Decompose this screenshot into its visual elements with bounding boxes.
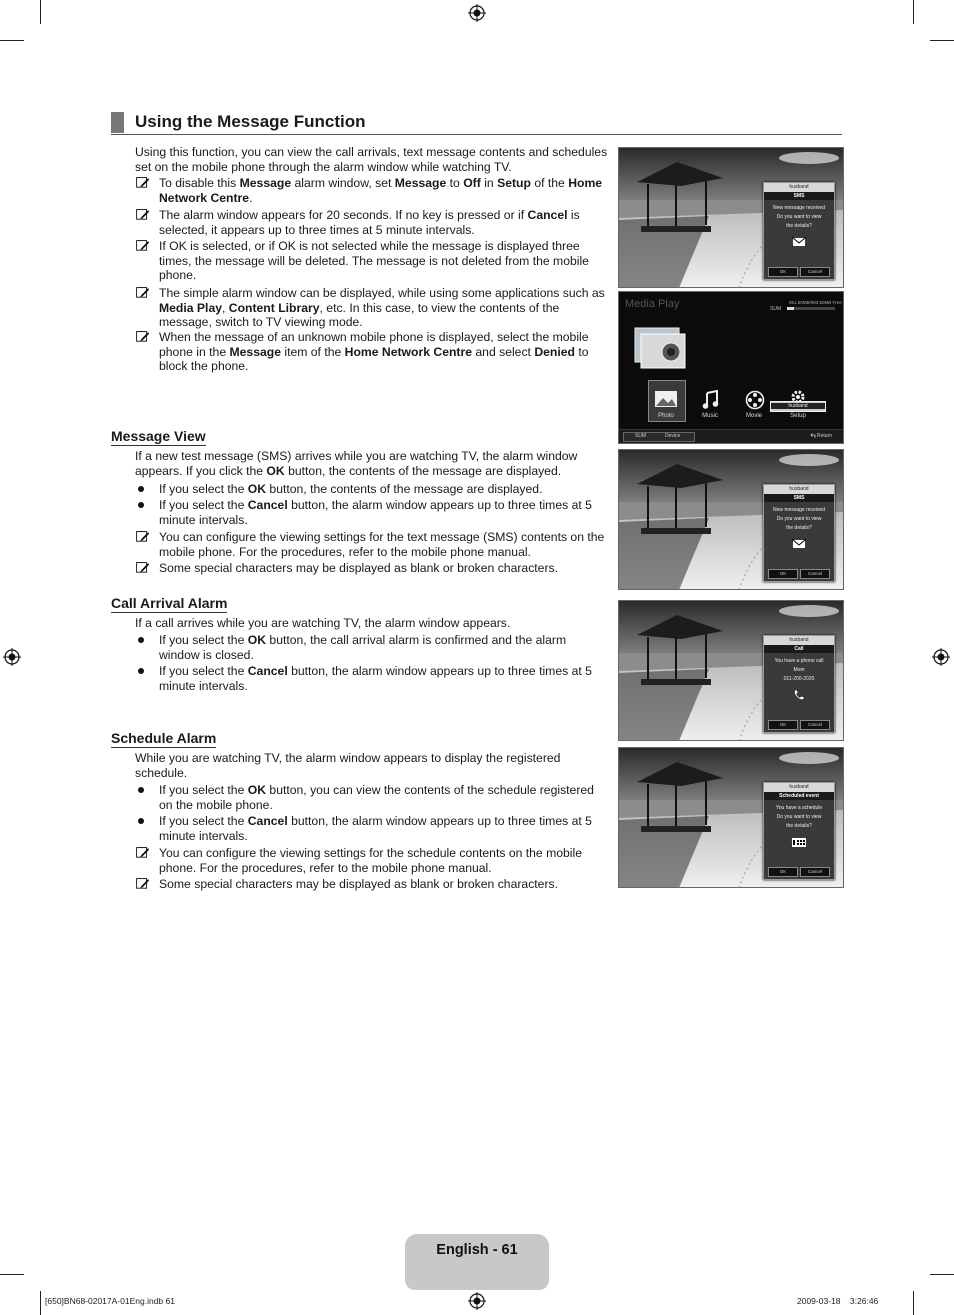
- return-icon: [810, 433, 816, 439]
- bullet-icon: [135, 498, 151, 512]
- photo-icon: [654, 390, 678, 408]
- call-alarm-intro: If a call arrives while you are watching TV, the alarm window appears.: [135, 616, 511, 630]
- ok-button[interactable]: OK: [768, 267, 798, 277]
- cancel-button[interactable]: Cancel: [800, 720, 830, 730]
- note-icon: [135, 877, 151, 891]
- alarm-type: Scheduled event: [764, 792, 834, 800]
- bullet-icon: [135, 664, 151, 678]
- footer-return[interactable]: Return: [817, 433, 833, 439]
- bullet-icon: [135, 783, 151, 797]
- registration-mark-icon: [468, 4, 486, 22]
- screenshot-schedule-alarm: [618, 747, 844, 888]
- bullet-icon: [135, 633, 151, 647]
- screenshot-call-alarm: [618, 600, 844, 741]
- alarm-line: Do you want to view: [776, 214, 822, 220]
- alarm-line: Mom: [793, 667, 805, 673]
- alarm-line: New message received: [773, 507, 825, 513]
- file-slug: [650]BN68-02017A-01Eng.indb 61: [45, 1296, 175, 1306]
- note-item: [135, 286, 610, 330]
- item-text: Some special characters may be displayed as blank or broken characters.: [159, 561, 558, 575]
- alarm-type: Call: [764, 645, 834, 653]
- bullet-item: [135, 664, 610, 693]
- note-item: [135, 330, 610, 374]
- cancel-button[interactable]: Cancel: [800, 267, 830, 277]
- date-slug: 2009-03-18 3:26:46: [797, 1296, 879, 1306]
- note-item: [135, 877, 610, 892]
- device-selector[interactable]: [623, 432, 695, 442]
- alarm-message: [764, 800, 834, 831]
- item-text: If you select the Cancel button, the alarm window appears up to three times at 5 minute intervals.: [159, 814, 592, 843]
- music-icon: [702, 390, 720, 410]
- ok-button[interactable]: OK: [768, 867, 798, 877]
- alarm-sender: husband: [764, 783, 834, 792]
- registration-mark-icon: [932, 648, 950, 666]
- heading-call-arrival-alarm: Call Arrival Alarm: [111, 595, 228, 611]
- note-item: [135, 208, 610, 237]
- tab-setup[interactable]: Setup: [790, 413, 806, 419]
- alarm-line: the details?: [786, 223, 812, 229]
- tab-movie[interactable]: Movie: [745, 413, 762, 419]
- item-text: The alarm window appears for 20 seconds. If no key is pressed or if Cancel is selected, it appears up to three times at 5 minute intervals.: [159, 208, 580, 237]
- crop-mark: [913, 0, 914, 24]
- registration-mark-icon: [3, 648, 21, 666]
- footer-device-label: Device: [665, 433, 681, 439]
- alarm-line: You have a schedule: [775, 805, 823, 811]
- registration-mark-icon: [468, 1292, 486, 1310]
- page-number: English - 61: [436, 1242, 518, 1258]
- phone-icon: [764, 684, 834, 706]
- alarm-line: New message received: [773, 205, 825, 211]
- bullet-item: [135, 783, 610, 812]
- tab-photo[interactable]: Photo: [658, 413, 674, 419]
- alarm-window: [763, 635, 835, 733]
- item-text: If you select the Cancel button, the alarm window appears up to three times at 5 minute intervals.: [159, 498, 592, 527]
- note-icon: [135, 330, 151, 344]
- alarm-window: [763, 782, 835, 880]
- bullet-icon: [135, 814, 151, 828]
- note-item: [135, 846, 610, 875]
- alarm-message: [764, 502, 834, 533]
- storage-bar-fill: [787, 307, 794, 310]
- crop-mark: [40, 0, 41, 24]
- ok-button[interactable]: OK: [768, 720, 798, 730]
- item-text: If OK is selected, or if OK is not selected while the message is displayed three times, the message will be deleted. The message is not deleted from the mobile phone.: [159, 239, 589, 283]
- alarm-type: SMS: [764, 192, 834, 200]
- note-icon: [135, 561, 151, 575]
- photo-stack-icon: [631, 326, 691, 372]
- screenshot-sms-alarm: [618, 147, 844, 288]
- note-icon: [135, 208, 151, 222]
- alarm-sender: husband: [764, 183, 834, 192]
- item-text: To disable this Message alarm window, set Message to Off in Setup of the Home Network Centre.: [159, 176, 603, 205]
- crop-mark: [0, 40, 24, 41]
- item-text: If you select the OK button, the call arrival alarm is confirmed and the alarm window is closed.: [159, 633, 567, 662]
- bullet-item: [135, 633, 610, 662]
- page-number-tab: [405, 1234, 549, 1290]
- cancel-button[interactable]: Cancel: [800, 867, 830, 877]
- storage-free: 851.50MB/993.60MB Free: [789, 300, 842, 305]
- media-footer: [619, 429, 843, 443]
- alarm-line: You have a phone call: [774, 658, 824, 664]
- alarm-line: Do you want to view: [776, 814, 822, 820]
- note-item: [135, 561, 610, 576]
- envelope-icon: [764, 533, 834, 555]
- ok-button[interactable]: OK: [768, 569, 798, 579]
- item-text: If you select the Cancel button, the alarm window appears up to three times at 5 minute intervals.: [159, 664, 592, 693]
- note-icon: [135, 846, 151, 860]
- alarm-line: the details?: [786, 525, 812, 531]
- alarm-message: [764, 200, 834, 231]
- note-item: [135, 530, 610, 559]
- bullet-icon: [135, 482, 151, 496]
- page-title-bar: [111, 112, 842, 135]
- title-marker: [111, 112, 124, 133]
- alarm-popup: [770, 401, 826, 412]
- alarm-type: SMS: [764, 494, 834, 502]
- item-text: The simple alarm window can be displayed, while using some applications such as Media Play, Content Library, etc. In this case, to view the contents of the message, switch to TV viewing mode.: [159, 286, 605, 330]
- envelope-icon: [764, 231, 834, 253]
- alarm-sender: husband: [764, 485, 834, 494]
- screenshot-sms-alarm-2: [618, 449, 844, 590]
- item-text: Some special characters may be displayed as blank or broken characters.: [159, 877, 558, 891]
- alarm-line: 011-200-2020: [783, 676, 815, 682]
- tab-music[interactable]: Music: [702, 413, 718, 419]
- note-icon: [135, 176, 151, 190]
- note-item: [135, 176, 610, 205]
- schedule-alarm-intro: While you are watching TV, the alarm window appears to display the registered schedule.: [135, 751, 561, 780]
- alarm-window: [763, 484, 835, 582]
- item-text: You can configure the viewing settings for the text message (SMS) contents on the mobile phone. For the procedures, refer to the mobile phone manual.: [159, 530, 605, 559]
- crop-mark: [40, 1291, 41, 1315]
- media-play-title: Media Play: [625, 298, 680, 310]
- page-title: Using the Message Function: [135, 112, 366, 131]
- bullet-item: [135, 498, 610, 527]
- crop-mark: [913, 1291, 914, 1315]
- alarm-sender: husband: [764, 636, 834, 645]
- alarm-line: Do you want to view: [776, 516, 822, 522]
- note-icon: [135, 239, 151, 253]
- alarm-message: [764, 653, 834, 684]
- calendar-icon: [764, 831, 834, 853]
- footer-device-sum: SUM: [635, 433, 647, 439]
- message-view-intro: If a new test message (SMS) arrives while you are watching TV, the alarm window appears. If you click the OK button, the contents of the message are displayed.: [135, 449, 578, 478]
- movie-reel-icon: [745, 390, 765, 410]
- heading-message-view: Message View: [111, 428, 206, 444]
- crop-mark: [930, 1274, 954, 1275]
- cancel-button[interactable]: Cancel: [800, 569, 830, 579]
- note-item: [135, 239, 610, 283]
- alarm-line: the details?: [786, 823, 812, 829]
- crop-mark: [0, 1274, 24, 1275]
- item-text: If you select the OK button, the contents of the message are displayed.: [159, 482, 543, 496]
- storage-bar: [787, 307, 835, 310]
- alarm-window: [763, 182, 835, 280]
- item-text: When the message of an unknown mobile phone is displayed, select the mobile phone in the Message item of the Home Network Centre and select Denied to block the phone.: [159, 330, 589, 374]
- bullet-item: [135, 482, 610, 497]
- popup-sender: husband: [771, 403, 825, 409]
- item-text: You can configure the viewing settings for the schedule contents on the mobile phone. For the procedures, refer to the mobile phone manual.: [159, 846, 582, 875]
- heading-schedule-alarm: Schedule Alarm: [111, 730, 217, 746]
- note-icon: [135, 286, 151, 300]
- bullet-item: [135, 814, 610, 843]
- intro-paragraph: Using this function, you can view the call arrivals, text message contents and schedules set on the mobile phone through the alarm window while watching TV.: [135, 145, 608, 174]
- note-icon: [135, 530, 151, 544]
- device-name: SUM: [770, 306, 782, 312]
- crop-mark: [930, 40, 954, 41]
- item-text: If you select the OK button, you can view the contents of the schedule registered on the mobile phone.: [159, 783, 594, 812]
- screenshot-media-play: [618, 291, 844, 444]
